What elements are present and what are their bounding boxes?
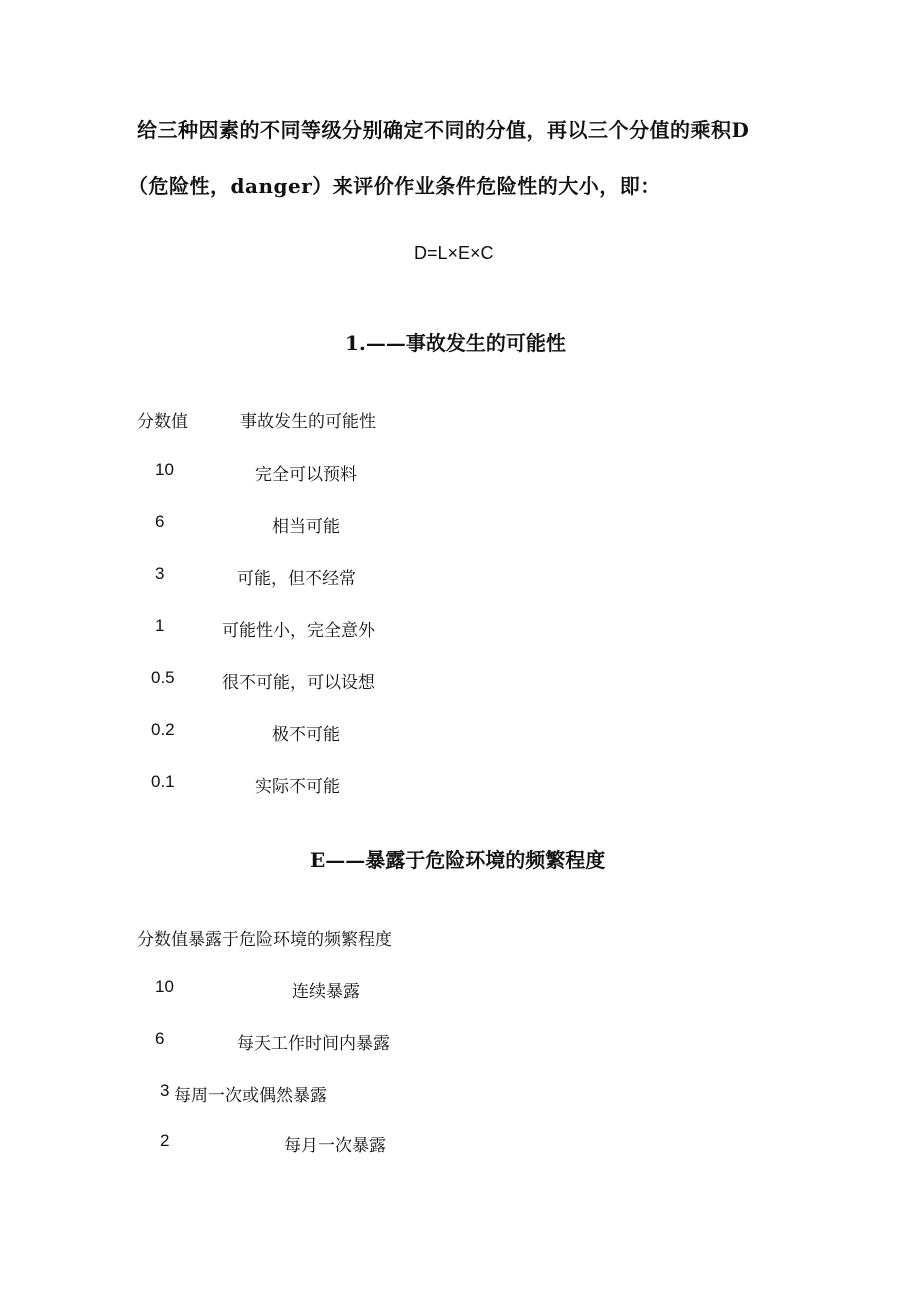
table-e-header: 分数值暴露于危险环境的频繁程度 xyxy=(137,930,392,950)
table-l-score: 1 xyxy=(155,616,165,635)
table-l-desc: 极不可能 xyxy=(272,725,340,745)
table-l-score: 0.2 xyxy=(151,720,175,739)
table-l-header-score: 分数值 xyxy=(137,412,188,432)
table-e-score: 3 xyxy=(160,1081,170,1100)
table-e-desc: 每周一次或偶然暴露 xyxy=(174,1086,327,1106)
table-l-score: 10 xyxy=(155,460,174,479)
section-e-heading: E——暴露于危险环境的频繁程度 xyxy=(310,848,606,872)
section-l-heading: 1.——事故发生的可能性 xyxy=(345,331,566,355)
formula: D=L×E×C xyxy=(414,243,494,263)
table-l-desc: 完全可以预料 xyxy=(255,465,357,485)
intro-line-1: 给三种因素的不同等级分别确定不同的分值，再以三个分值的乘积D xyxy=(137,118,750,142)
table-e-score: 2 xyxy=(160,1131,170,1150)
table-e-desc: 每天工作时间内暴露 xyxy=(237,1034,390,1054)
table-l-score: 3 xyxy=(155,564,165,583)
table-e-desc: 连续暴露 xyxy=(292,982,360,1002)
table-l-desc: 相当可能 xyxy=(272,517,340,537)
table-l-desc: 很不可能，可以设想 xyxy=(222,673,375,693)
table-l-score: 0.5 xyxy=(151,668,175,687)
table-l-desc: 可能性小，完全意外 xyxy=(222,621,375,641)
table-e-score: 10 xyxy=(155,977,174,996)
table-l-desc: 可能，但不经常 xyxy=(237,569,356,589)
table-l-desc: 实际不可能 xyxy=(255,777,340,797)
table-l-header-desc: 事故发生的可能性 xyxy=(240,412,376,432)
table-e-score: 6 xyxy=(155,1029,165,1048)
table-l-score: 0.1 xyxy=(151,772,175,791)
intro-line-2: （危险性，danger）来评价作业条件危险性的大小，即： xyxy=(128,174,661,198)
table-e-desc: 每月一次暴露 xyxy=(284,1136,386,1156)
table-l-score: 6 xyxy=(155,512,165,531)
